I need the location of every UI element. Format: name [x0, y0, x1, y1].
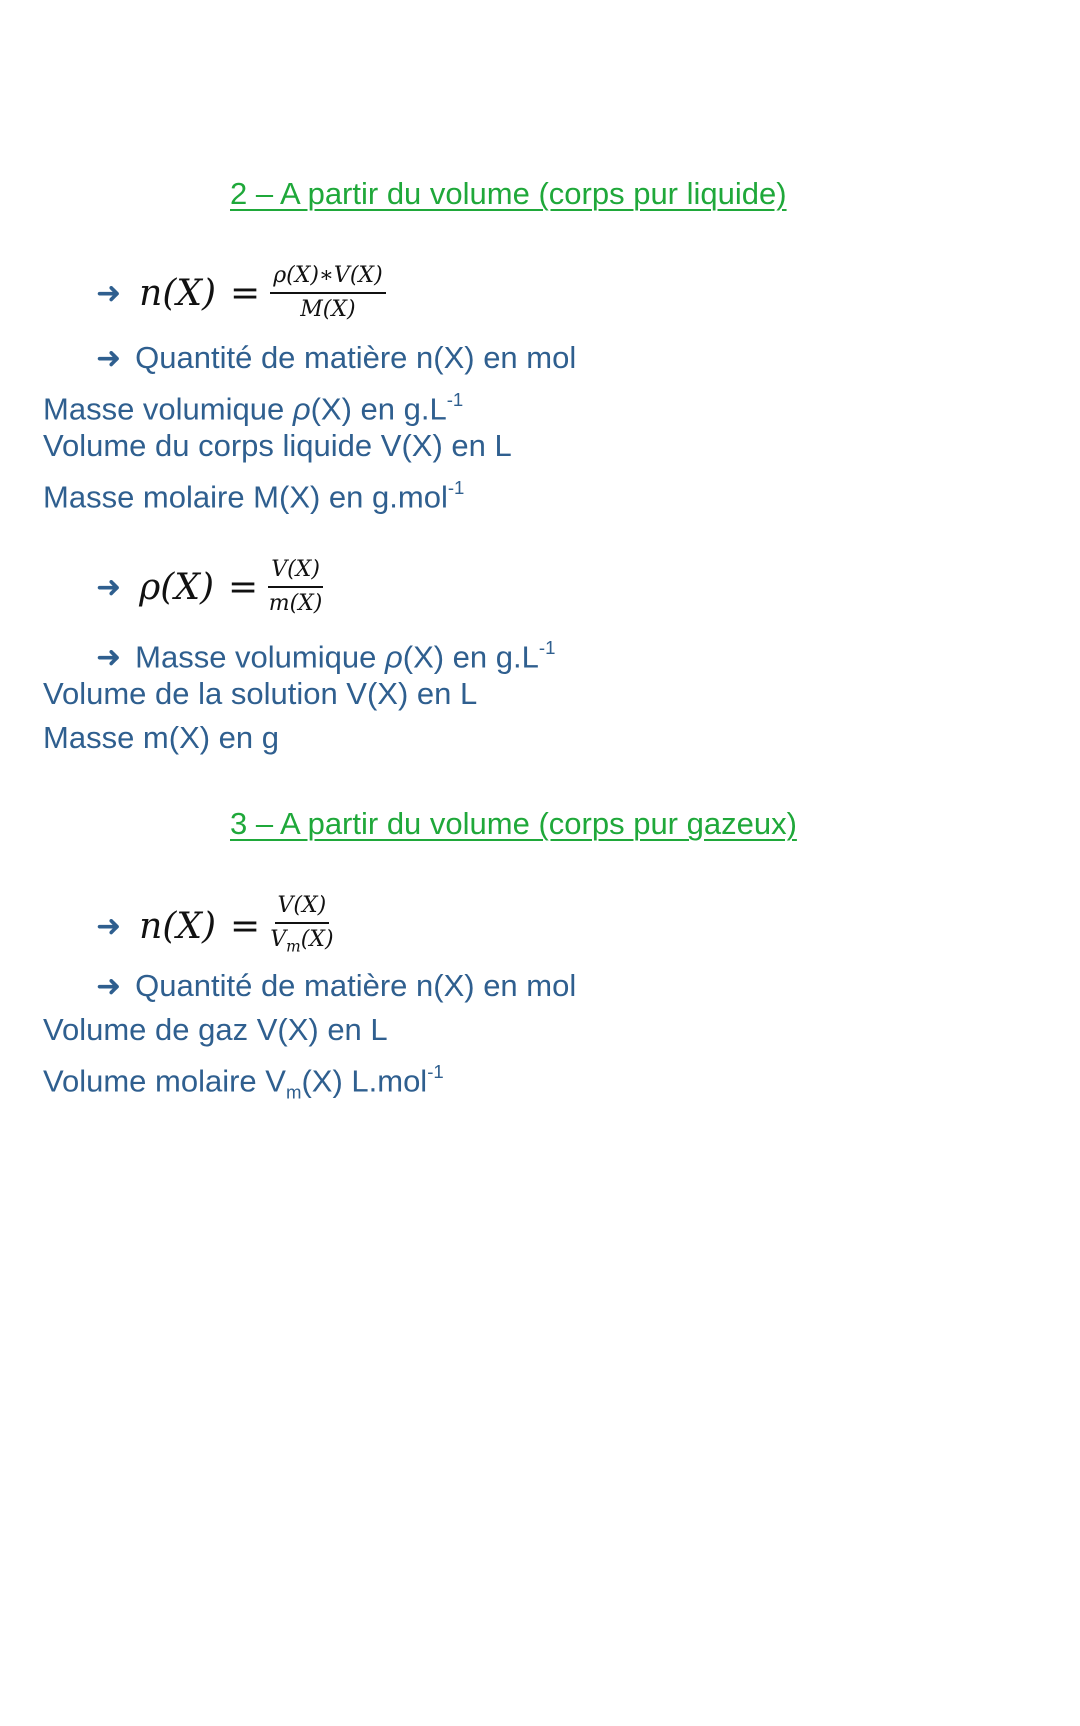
formula-density	[96, 556, 323, 618]
arrow-icon: ➜	[96, 908, 122, 944]
fraction-denominator: M(X)	[300, 297, 356, 322]
desc-text: Masse molaire M(X) en g.mol	[43, 479, 448, 515]
desc-text: Masse volumique	[135, 639, 385, 675]
fraction	[270, 262, 385, 324]
formula-2-description-line-2: Volume de la solution V(X) en L	[43, 676, 478, 711]
formula-3-description-line-2: Volume de gaz V(X) en L	[43, 1012, 388, 1047]
fraction-numerator: V(X)	[268, 556, 323, 588]
desc-text: Volume molaire V	[43, 1063, 286, 1099]
formula-1-description-line-2	[43, 384, 463, 427]
formula-amount-from-density	[96, 262, 386, 324]
fraction-denominator	[270, 924, 333, 960]
formula-2-description-line-1	[96, 632, 555, 676]
subscript: m	[285, 1081, 302, 1103]
arrow-icon: ➜	[96, 341, 122, 376]
equals-sign: =	[230, 272, 261, 314]
denominator-main: V	[270, 927, 287, 952]
arrow-icon: ➜	[96, 275, 122, 311]
formula-amount-from-gas-volume	[96, 892, 334, 960]
rho-symbol: ρ	[292, 391, 311, 427]
section-3-heading: 3 – A partir du volume (corps pur gazeux)	[230, 806, 797, 841]
formula-3-description-line-1	[96, 968, 576, 1005]
arrow-icon: ➜	[96, 969, 122, 1004]
arrow-icon: ➜	[96, 640, 122, 676]
section-2-heading: 2 – A partir du volume (corps pur liquide)	[230, 176, 787, 211]
superscript: -1	[447, 477, 465, 498]
fraction	[268, 556, 323, 618]
formula-lhs: n(X)	[139, 905, 217, 947]
fraction-denominator: m(X)	[268, 591, 323, 616]
equals-sign: =	[230, 905, 261, 947]
desc-text: Quantité de matière n(X) en mol	[135, 340, 577, 375]
denominator-tail: (X)	[300, 927, 334, 952]
fraction-numerator: ρ(X)∗V(X)	[270, 262, 385, 294]
equals-sign: =	[228, 566, 259, 608]
rho-symbol: ρ	[384, 639, 403, 675]
superscript: -1	[427, 1061, 444, 1082]
superscript: -1	[446, 389, 464, 410]
arrow-icon: ➜	[96, 569, 122, 605]
formula-lhs: n(X)	[139, 272, 217, 314]
formula-1-description-line-3: Volume du corps liquide V(X) en L	[43, 428, 512, 463]
formula-2-description-line-3: Masse m(X) en g	[43, 720, 280, 755]
formula-3-description-line-3	[43, 1056, 444, 1111]
formula-1-description-line-4	[43, 472, 464, 515]
desc-text: (X) en g.L	[402, 639, 539, 675]
formula-1-description-line-1	[96, 340, 576, 377]
desc-text: (X) L.mol	[301, 1063, 428, 1099]
desc-text: (X) en g.L	[310, 391, 447, 427]
subscript: m	[286, 937, 301, 956]
formula-lhs: ρ(X)	[139, 566, 215, 608]
desc-text: Masse volumique	[43, 391, 293, 427]
desc-text: Quantité de matière n(X) en mol	[135, 968, 577, 1003]
fraction-numerator: V(X)	[275, 892, 330, 924]
superscript: -1	[538, 637, 556, 658]
fraction	[270, 892, 333, 960]
